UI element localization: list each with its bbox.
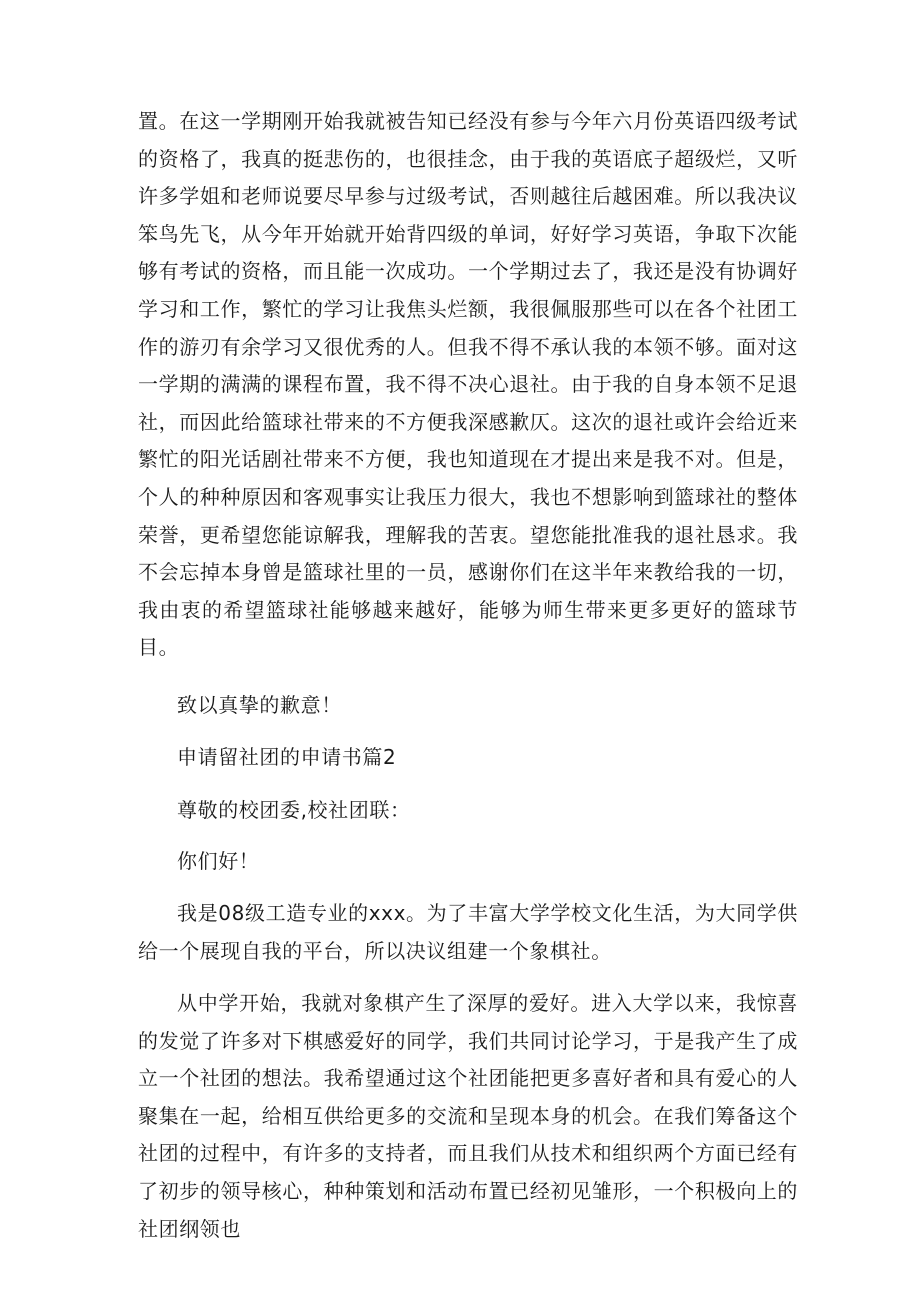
body-paragraph: 从中学开始，我就对象棋产生了深厚的爱好。进入大学以来，我惊喜的发觉了许多对下棋感爱好的同学，我们共同讨论学习，于是我产生了成立一个社团的想法。我希望通过这个社团能把更多喜好者和具有爱心的人聚集在一起，给相互供给更多的交流和呈现本身的机会。在我们筹备这个社团的过程中，有许多的支持者，而且我们从技术和组织两个方面已经有了初步的领导核心，种种策划和活动布置已经初见雏形，一个积极向上的社团纲领也 xyxy=(138,991,798,1241)
greeting: 你们好！ xyxy=(177,849,260,873)
continued-paragraph: 置。在这一学期刚开始我就被告知已经没有参与今年六月份英语四级考试的资格了，我真的挺悲伤的，也很挂念，由于我的英语底子超级烂，又听许多学姐和老师说要尽早参与过级考试，否则越往后越困难。所以我决议笨鸟先飞，从今年开始就开始背四级的单词，好好学习英语，争取下次能够有考试的资格，而且能一次成功。一个学期过去了，我还是没有协调好学习和工作，繁忙的学习让我焦头烂额，我很佩服那些可以在各个社团工作的游刃有余学习又很优秀的人。但我不得不承认我的本领不够。面对这一学期的满满的课程布置，我不得不决心退社。由于我的自身本领不足退社，而因此给篮球社带来的不方便我深感歉仄。这次的退社或许会给近来繁忙的阳光话剧社带来不方便，我也知道现在才提出来是我不对。但是，个人的种种原因和客观事实让我压力很大，我也不想影响到篮球社的整体荣誉，更希望您能谅解我，理解我的苦衷。望您能批准我的退社恳求。我不会忘掉本身曾是篮球社里的一员，感谢你们在这半年来教给我的一切，我由衷的希望篮球社能够越来越好，能够为师生带来更多更好的篮球节目。 xyxy=(138,109,798,660)
intro-paragraph: 我是08级工造专业的xxx。为了丰富大学学校文化生活，为大同学供给一个展现自我的平台，所以决议组建一个象棋社。 xyxy=(138,901,798,963)
closing-line: 致以真挚的歉意！ xyxy=(177,693,342,717)
section-title: 申请留社团的申请书篇2 xyxy=(177,745,397,769)
salutation: 尊敬的校团委,校社团联： xyxy=(177,798,411,822)
